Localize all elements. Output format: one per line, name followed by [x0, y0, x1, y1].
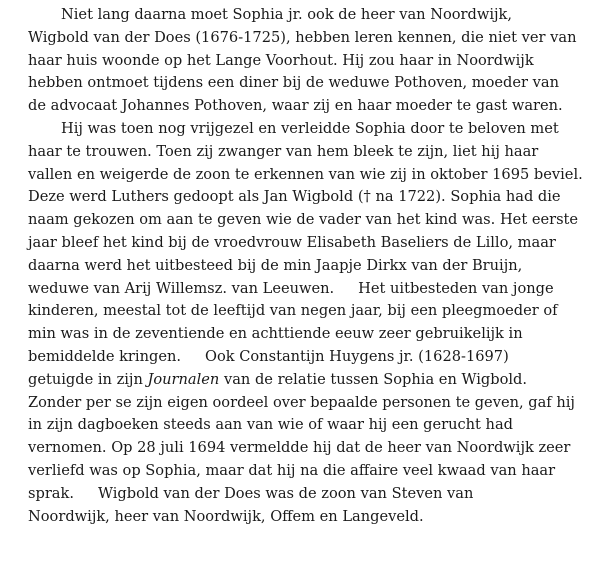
- text-line-17-part-1: getuigde in zijn: [28, 370, 148, 388]
- text-line-17-part-2: van de relatie tussen Sophia en Wigbold.: [219, 370, 528, 388]
- text-line-18: Zonder per se zijn eigen oordeel over bepaalde personen te geven, gaf hij: [28, 393, 575, 411]
- journalen-italic: Journalen: [147, 370, 220, 388]
- text-line-1: Niet lang daarna moet Sophia jr. ook de heer van Noordwijk,: [61, 6, 513, 23]
- text-line-15: min was in de zeventiende en achttiende eeuw zeer gebruikelijk in: [28, 325, 523, 343]
- text-line-11: jaar bleef het kind bij de vroedvrouw Elisabeth Baseliers de Lillo, maar: [28, 233, 556, 251]
- text-line-22-part-1: sprak.: [28, 484, 74, 502]
- text-line-22-part-2: Wigbold van der Does was de zoon van Steven van: [98, 484, 474, 502]
- text-line-13-part-2: Het uitbesteden van jonge: [358, 279, 554, 297]
- text-line-9: Deze werd Luthers gedoopt als Jan Wigbold († na 1722). Sophia had die: [28, 188, 561, 206]
- text-line-2: Wigbold van der Does (1676-1725), hebben leren kennen, die niet ver van: [28, 28, 577, 46]
- text-line-14: kinderen, meestal tot de leeftijd van negen jaar, bij een pleegmoeder of: [28, 302, 558, 320]
- text-line-17: [28, 369, 588, 392]
- text-line-16: [28, 346, 588, 369]
- text-line-6: Hij was toen nog vrijgezel en verleidde Sophia door te beloven met: [61, 119, 559, 137]
- text-line-19: in zijn dagboeken steeds aan van wie of waar hij een gerucht had: [28, 416, 513, 434]
- text-line-7: haar te trouwen. Toen zij zwanger van hem bleek te zijn, liet hij haar: [28, 142, 539, 160]
- text-line-21: verliefd was op Sophia, maar dat hij na die affaire veel kwaad van haar: [28, 461, 556, 479]
- text-line-20: vernomen. Op 28 juli 1694 vermeldde hij dat de heer van Noordwijk zeer: [28, 439, 571, 457]
- text-line-13-part-1: weduwe van Arij Willemsz. van Leeuwen.: [28, 279, 335, 297]
- text-line-16-part-2: Ook Constantijn Huygens jr. (1628-1697): [205, 347, 509, 365]
- text-line-13: [28, 278, 588, 301]
- text-line-16-part-1: bemiddelde kringen.: [28, 347, 181, 365]
- text-line-5: de advocaat Johannes Pothoven, waar zij en haar moeder te gast waren.: [28, 97, 563, 115]
- text-line-3: haar huis woonde op het Lange Voorhout. Hij zou haar in Noordwijk: [28, 51, 534, 69]
- text-line-10: naam gekozen om aan te geven wie de vader van het kind was. Het eerste: [28, 211, 579, 229]
- text-line-4: hebben ontmoet tijdens een diner bij de weduwe Pothoven, moeder van: [28, 74, 559, 92]
- text-line-22: [28, 483, 588, 506]
- text-line-8: vallen en weigerde de zoon te erkennen van wie zij in oktober 1695 beviel.: [28, 165, 583, 183]
- text-line-12: daarna werd het uitbesteed bij de min Jaapje Dirkx van der Bruijn,: [28, 256, 523, 274]
- document-page: [28, 4, 588, 528]
- text-line-23: Noordwijk, heer van Noordwijk, Offem en Langeveld.: [28, 507, 424, 525]
